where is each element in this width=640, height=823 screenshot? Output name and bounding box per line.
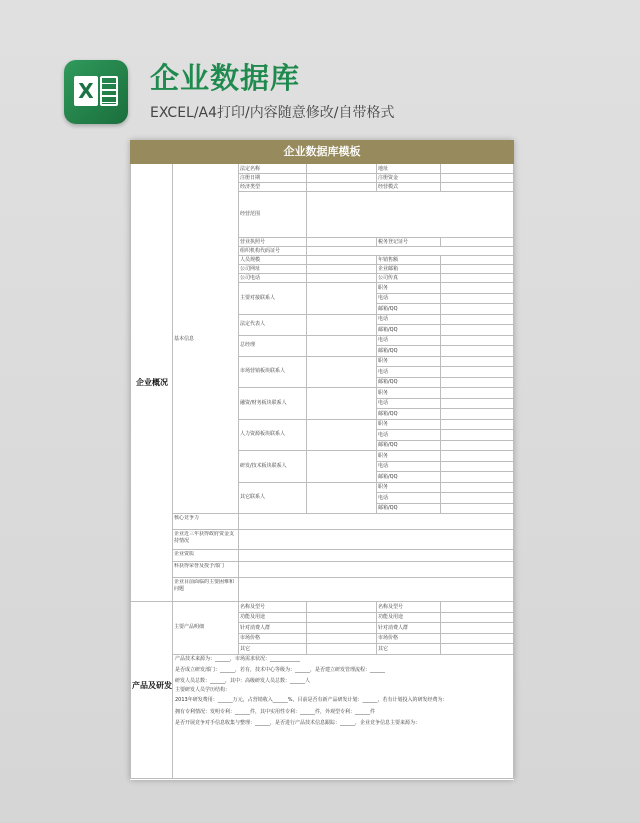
grid-line — [306, 622, 307, 633]
contact-field: 邮箱/QQ — [378, 410, 398, 417]
contact-field: 职务 — [378, 421, 389, 427]
grid-line — [306, 282, 307, 314]
grid-line — [306, 273, 307, 282]
product-field: 针对消费人群 — [378, 624, 409, 631]
contact-field: 职务 — [378, 452, 389, 459]
grid-line — [238, 577, 239, 601]
contact-field: 电话 — [378, 431, 389, 438]
overview-row-label: 企业近三年获得政府资金支持情况 — [174, 531, 235, 544]
field-label: 年销售额 — [378, 256, 399, 263]
product-field: 针对消费人群 — [240, 624, 271, 631]
grid-line — [440, 273, 441, 282]
grid-line — [376, 419, 377, 451]
field-label: 经营范围 — [240, 211, 261, 217]
grid-line — [238, 164, 239, 513]
grid-line — [172, 561, 514, 562]
grid-line — [172, 164, 173, 601]
grid-line — [440, 612, 441, 623]
grid-line — [306, 450, 307, 482]
field-label: 公司网址 — [240, 265, 261, 272]
contact-role: 总经理 — [240, 342, 256, 348]
product-field: 功能及用途 — [240, 614, 266, 620]
grid-line — [376, 633, 377, 644]
grid-line — [440, 482, 441, 514]
grid-line — [238, 513, 239, 529]
grid-line — [306, 246, 307, 255]
grid-line — [306, 237, 307, 246]
grid-line — [440, 314, 441, 335]
grid-line — [306, 601, 307, 612]
field-label: 人员规模 — [240, 256, 261, 263]
grid-line — [306, 482, 307, 514]
product-field: 名称及型号 — [378, 603, 404, 610]
research-line: 拥有专利情况：发明专利：______件，其中实用性专利：______件，外观型专利：______件 — [175, 708, 376, 715]
overview-row-label: 核心竞争力 — [174, 515, 200, 521]
basic-info-label: 基本信息 — [174, 335, 195, 342]
grid-line — [376, 255, 377, 264]
grid-line — [376, 643, 377, 654]
contact-field: 电话 — [378, 400, 389, 406]
grid-line — [440, 255, 441, 264]
bottom-line — [130, 778, 514, 779]
grid-line — [306, 164, 307, 173]
contact-role: 人力资源板块联系人 — [240, 431, 286, 438]
product-field: 其它 — [240, 645, 251, 652]
grid-line — [376, 356, 377, 388]
contact-role: 法定代表人 — [240, 321, 266, 327]
contact-field: 邮箱/QQ — [378, 326, 398, 333]
product-field: 市场价格 — [378, 635, 399, 641]
section-line — [172, 513, 514, 514]
contact-role: 研发/技术板块联系人 — [240, 462, 287, 469]
grid-line — [172, 549, 514, 550]
contact-field: 电话 — [378, 463, 389, 469]
grid-line — [376, 601, 377, 612]
grid-line — [238, 529, 239, 549]
field-label: 营业执照号 — [240, 238, 266, 245]
grid-line — [306, 191, 307, 237]
grid-line — [238, 191, 514, 192]
grid-line — [172, 577, 514, 578]
grid-line — [440, 182, 441, 191]
grid-line — [306, 612, 307, 623]
section-products-label: 产品及研发 — [132, 680, 172, 690]
grid-line — [440, 419, 441, 451]
contact-field: 职务 — [378, 284, 389, 291]
field-label: 经济类型 — [240, 183, 261, 190]
field-label: 注册资金 — [378, 174, 399, 181]
product-label: 主要产品明细 — [174, 624, 205, 631]
grid-line — [440, 643, 441, 654]
grid-line — [440, 633, 441, 644]
grid-line — [376, 264, 377, 273]
excel-icon: X — [64, 60, 128, 124]
contact-field: 邮箱/QQ — [378, 347, 398, 354]
contact-field: 电话 — [378, 368, 389, 375]
grid-line — [172, 654, 514, 655]
grid-line — [440, 282, 441, 314]
field-label: 经营模式 — [378, 183, 399, 190]
contact-role: 市场营销板块联系人 — [240, 368, 286, 375]
grid-line — [306, 633, 307, 644]
contact-field: 邮箱/QQ — [378, 473, 398, 480]
grid-line — [238, 549, 239, 561]
grid-line — [306, 335, 307, 356]
page-subtitle: EXCEL/A4打印/内容随意修改/自带格式 — [150, 105, 395, 121]
grid-line — [172, 601, 173, 778]
contact-role: 融资/财务板块联系人 — [240, 399, 287, 406]
grid-line — [376, 387, 377, 419]
grid-line — [306, 356, 307, 388]
grid-line — [172, 529, 514, 530]
product-field: 功能及用途 — [378, 614, 404, 620]
contact-field: 邮箱/QQ — [378, 442, 398, 448]
contact-field: 电话 — [378, 494, 389, 501]
research-line: 是否开展竞争对手信息收集与整理：______，是否进行产品技术信息跟踪：______，企业竞争信息主要来源为： — [175, 719, 421, 726]
grid-line — [440, 335, 441, 356]
research-line: 是否成立研发部门：______，若有，技术中心等级为：______，是否建立研发管理流程：______ — [175, 666, 386, 673]
contact-field: 电话 — [378, 316, 389, 322]
grid-line — [376, 450, 377, 482]
field-label: 公司电话 — [240, 274, 261, 281]
grid-line — [440, 237, 441, 246]
research-line: 产品技术来源为：______，市场需求状况：____________ — [175, 655, 301, 662]
contact-field: 职务 — [378, 389, 389, 396]
contact-field: 电话 — [378, 337, 389, 343]
page-title: 企业数据库 — [150, 61, 301, 95]
overview-row-label: 科获得荣誉及授予部门 — [174, 563, 225, 569]
grid-line — [513, 164, 514, 778]
document-sheet — [130, 140, 514, 780]
grid-line — [376, 164, 377, 173]
contact-field: 邮箱/QQ — [378, 505, 398, 511]
contact-field: 邮箱/QQ — [378, 379, 398, 385]
grid-line — [440, 601, 441, 612]
field-label: 地址 — [378, 165, 389, 172]
grid-line — [376, 273, 377, 282]
grid-line — [306, 314, 307, 335]
contact-role: 其它联系人 — [240, 494, 266, 501]
grid-line — [376, 237, 377, 246]
grid-line — [306, 255, 307, 264]
grid-line — [306, 173, 307, 182]
grid-line — [440, 450, 441, 482]
contact-field: 职务 — [378, 484, 389, 490]
grid-line — [376, 173, 377, 182]
field-label: 组织机构代码证号 — [240, 247, 281, 254]
grid-line — [440, 387, 441, 419]
grid-line — [440, 622, 441, 633]
research-line: 2013年研发费用：______万元，占营销收入______%，目前是否有新产品研发计划：______，若有计划投入的研发经费为： — [175, 696, 448, 703]
section-line — [130, 601, 514, 602]
field-label: 税务登记证号 — [378, 238, 409, 245]
field-label: 注册日期 — [240, 174, 261, 181]
product-field: 名称及型号 — [240, 603, 266, 610]
grid-line — [306, 182, 307, 191]
field-label: 公司传真 — [378, 274, 399, 281]
grid-line — [238, 561, 239, 577]
grid-line — [440, 264, 441, 273]
grid-line — [238, 601, 239, 654]
grid-line — [376, 612, 377, 623]
research-line: 主要研发人员学历结构： — [175, 686, 231, 693]
grid-line — [376, 482, 377, 514]
field-label: 法定名称 — [240, 165, 261, 172]
grid-line — [376, 622, 377, 633]
contact-field: 电话 — [378, 295, 389, 301]
grid-line — [306, 419, 307, 451]
grid-line — [306, 387, 307, 419]
product-field: 市场价格 — [240, 635, 261, 641]
document-title: 企业数据库模板 — [130, 140, 514, 164]
grid-line — [440, 173, 441, 182]
field-label: 企业邮箱 — [378, 265, 399, 272]
contact-role: 主要对接联系人 — [240, 294, 276, 301]
grid-line — [306, 643, 307, 654]
product-field: 其它 — [378, 645, 389, 652]
research-line: 研发人员总数：______，其中：高级研发人员总数：______人 — [175, 677, 311, 684]
grid-line — [440, 356, 441, 388]
overview-row-label: 企业资质 — [174, 551, 195, 557]
grid-line — [376, 282, 377, 314]
grid-line — [376, 182, 377, 191]
contact-field: 邮箱/QQ — [378, 305, 398, 312]
grid-line — [440, 164, 441, 173]
grid-line — [376, 335, 377, 356]
grid-line — [376, 314, 377, 335]
overview-row-label: 企业目前面临的主要困难和问题 — [174, 579, 235, 592]
contact-field: 职务 — [378, 358, 389, 364]
grid-line — [306, 264, 307, 273]
grid-line — [130, 164, 131, 778]
section-overview-label: 企业概况 — [136, 377, 168, 387]
